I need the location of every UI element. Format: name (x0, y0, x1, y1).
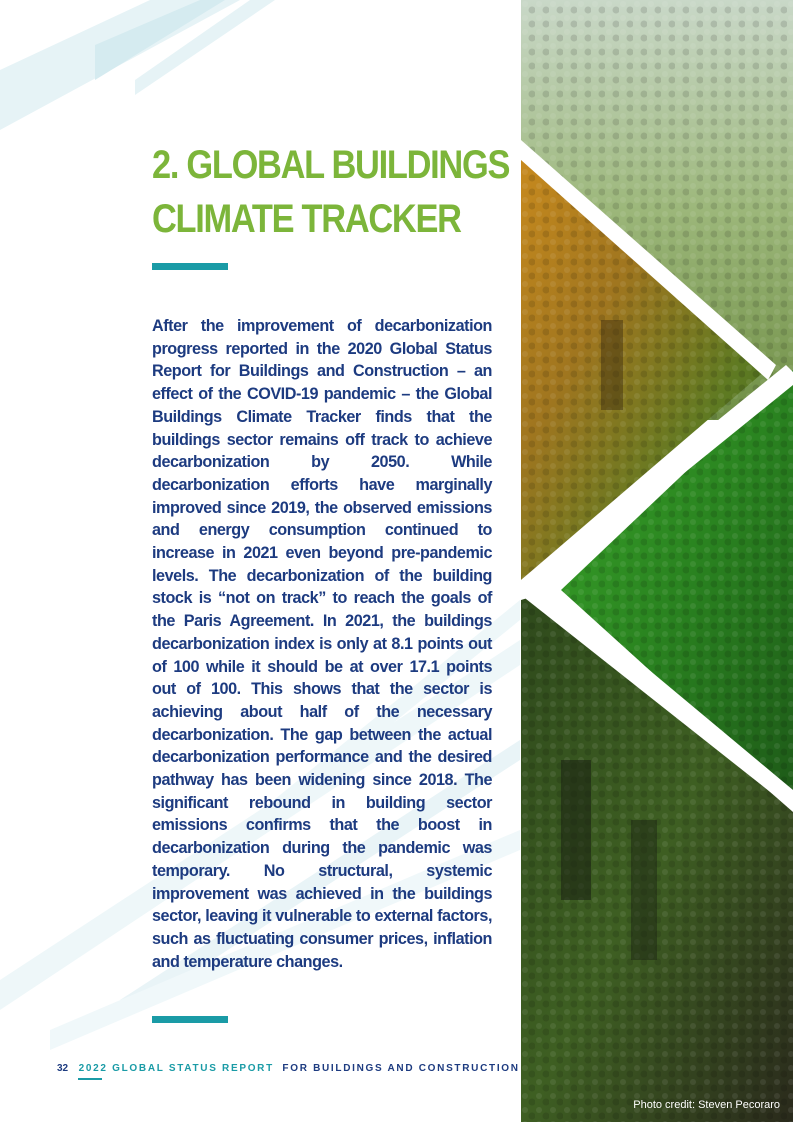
report-subtitle: FOR BUILDINGS AND CONSTRUCTION (282, 1063, 520, 1074)
ivy-building-photo (521, 0, 793, 1122)
report-title: 2022 GLOBAL STATUS REPORT (78, 1063, 274, 1074)
body-paragraph: After the improvement of decarbonization progress reported in the 2020 Global Status Report for Buildings and Construction – an effect of the COVID-19 pandemic – the Global Buildings Climate Tracker finds that the buildings sector remains off track to achieve decarbonization by 2050. While decarbonization efforts have marginally improved since 2019, the observed emissions and energy consumption continued to increase in 2021 even beyond pre-pandemic levels. The decarbonization of the building stock is “not on track” to reach the goals of the Paris Agreement. In 2021, the buildings decarbonization index is only at 8.1 points out of 100 while it should be at over 17.1 points out of 100. This shows that the sector is achieving about half of the necessary decarbonization. The gap between the actual decarbonization performance and the desired pathway has been widening since 2018. The significant rebound in building sector emissions confirms that the boost in decarbonization during the pandemic was temporary. No structural, systemic improvement was achieved in the buildings sector, leaving it vulnerable to external factors, such as fluctuating consumer prices, inflation and temperature changes. (152, 317, 492, 971)
page-footer (57, 1063, 520, 1074)
page-number: 32 (57, 1063, 69, 1074)
title-line-2: CLIMATE TRACKER (152, 197, 461, 241)
photo-credit: Photo credit: Steven Pecoraro (633, 1099, 780, 1111)
section-title (152, 138, 510, 246)
body-divider (152, 1016, 228, 1023)
title-line-1: 2. GLOBAL BUILDINGS (152, 143, 510, 187)
title-divider (152, 263, 228, 270)
footer-underline (78, 1078, 102, 1080)
